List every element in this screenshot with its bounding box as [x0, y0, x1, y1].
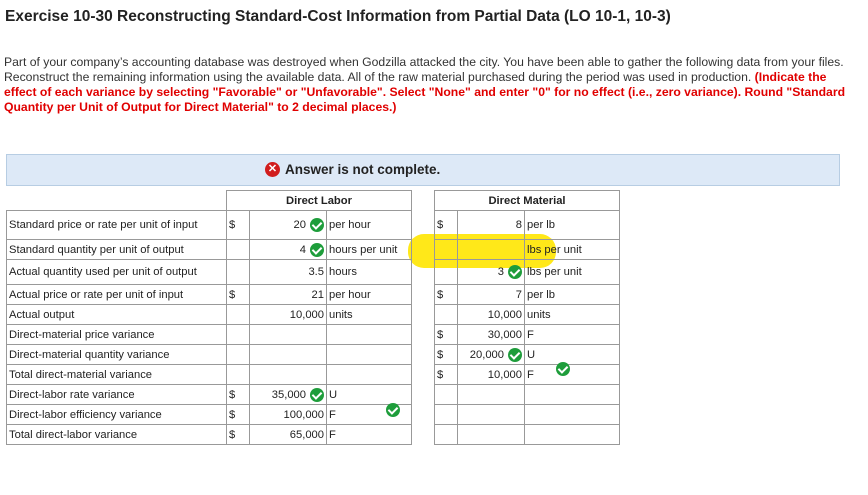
table-row: [7, 345, 620, 365]
row-gap: [412, 285, 435, 305]
material-value[interactable]: [458, 425, 525, 445]
correct-check-icon: [310, 243, 324, 257]
labor-value-text: 100,000: [283, 408, 324, 421]
row-gap: [412, 260, 435, 285]
material-currency-text: $: [437, 219, 444, 231]
material-unit-text: U: [527, 348, 536, 361]
labor-value-text: 3.5: [308, 266, 324, 278]
labor-value[interactable]: [250, 240, 327, 260]
material-currency: [435, 345, 458, 365]
row-label-text: Actual output: [9, 308, 75, 321]
material-currency: [435, 240, 458, 260]
correct-check-icon: [310, 218, 324, 232]
table-row: [7, 211, 620, 240]
material-value[interactable]: [458, 405, 525, 425]
labor-unit[interactable]: [327, 345, 412, 365]
row-gap: [412, 405, 435, 425]
material-value[interactable]: [458, 345, 525, 365]
row-label-text: Direct-labor efficiency variance: [9, 408, 162, 421]
row-label: [7, 385, 227, 405]
material-unit[interactable]: [525, 325, 620, 345]
material-value[interactable]: [458, 285, 525, 305]
table-row: [7, 260, 620, 285]
material-unit[interactable]: [525, 260, 620, 285]
row-gap: [412, 345, 435, 365]
labor-currency-text: $: [229, 219, 236, 231]
material-value[interactable]: [458, 305, 525, 325]
row-label: [7, 285, 227, 305]
instructions: [4, 55, 854, 115]
material-value[interactable]: [458, 325, 525, 345]
material-currency: [435, 305, 458, 325]
labor-unit[interactable]: [327, 240, 412, 260]
labor-value[interactable]: [250, 425, 327, 445]
row-gap: [412, 325, 435, 345]
material-currency: [435, 211, 458, 240]
row-label-text: Total direct-labor variance: [9, 428, 138, 441]
table-row: [7, 240, 620, 260]
material-unit-text: per lb: [527, 219, 555, 231]
error-x-icon: ✕: [265, 162, 280, 177]
material-value[interactable]: [458, 385, 525, 405]
labor-currency: [227, 240, 250, 260]
instructions-text: Part of your company’s accounting database was destroyed when Godzilla attacked the city. You have been able to gather the following data from your files. Reconstruct the remaining information using the available data. All of the raw material purchased during the period was used in production.: [4, 55, 844, 84]
labor-currency: [227, 345, 250, 365]
labor-value[interactable]: [250, 345, 327, 365]
labor-currency: [227, 325, 250, 345]
material-value-text: 20,000: [469, 348, 504, 361]
material-unit[interactable]: [525, 285, 620, 305]
row-label: [7, 240, 227, 260]
material-currency-text: $: [437, 328, 444, 341]
material-unit-text: F: [527, 328, 534, 341]
labor-currency-text: $: [229, 288, 236, 301]
material-value-text: 8: [515, 219, 522, 231]
labor-value-text: 4: [299, 243, 306, 256]
material-unit[interactable]: [525, 385, 620, 405]
material-unit[interactable]: [525, 365, 620, 385]
labor-currency: [227, 385, 250, 405]
instructions-red-text: (Indicate the effect of each variance by selecting "Favorable" or "Unfavorable". Select "None" and enter "0" for no effect (i.e., zero variance). Round "Standard Quantity per Unit of Output for Direct Material" to 2 decimal places.): [4, 70, 846, 114]
header-blank: [7, 191, 227, 211]
material-value-text: 7: [515, 288, 522, 301]
labor-value-text: 35,000: [271, 388, 306, 401]
labor-value[interactable]: [250, 325, 327, 345]
material-currency: [435, 365, 458, 385]
labor-unit-text: per hour: [329, 219, 371, 231]
header-gap: [412, 191, 435, 211]
row-label-text: Actual price or rate per unit of input: [9, 288, 184, 301]
labor-value-text: 20: [293, 218, 306, 231]
row-gap: [412, 385, 435, 405]
material-unit[interactable]: [525, 305, 620, 325]
header-row: [7, 191, 620, 211]
row-label-text: Total direct-material variance: [9, 368, 153, 381]
labor-currency: [227, 285, 250, 305]
header-direct-material: Direct Material: [435, 191, 620, 211]
material-unit[interactable]: [525, 405, 620, 425]
material-currency-text: $: [437, 368, 444, 381]
labor-unit-text: U: [329, 388, 338, 401]
correct-check-icon: [508, 348, 522, 362]
material-value[interactable]: [458, 211, 525, 240]
material-currency: [435, 385, 458, 405]
material-value[interactable]: [458, 260, 525, 285]
row-label: [7, 211, 227, 240]
material-unit[interactable]: [525, 425, 620, 445]
material-currency: [435, 405, 458, 425]
labor-value[interactable]: [250, 211, 327, 240]
row-gap: [412, 211, 435, 240]
material-currency: [435, 285, 458, 305]
row-label-text: Direct-material price variance: [9, 328, 155, 341]
labor-value[interactable]: [250, 260, 327, 285]
labor-unit[interactable]: [327, 365, 412, 385]
material-unit-text: units: [527, 308, 551, 321]
material-currency-text: $: [437, 348, 444, 361]
material-value-text: 30,000: [487, 328, 522, 341]
table-row: [7, 305, 620, 325]
row-label-text: Standard price or rate per unit of input: [9, 219, 198, 231]
row-label-text: Direct-labor rate variance: [9, 388, 135, 401]
answer-status-text: Answer is not complete.: [285, 162, 441, 177]
labor-unit-text: F: [329, 428, 336, 441]
row-gap: [412, 305, 435, 325]
material-unit[interactable]: [525, 240, 620, 260]
material-value-text: 10,000: [487, 308, 522, 321]
labor-unit[interactable]: [327, 305, 412, 325]
standard-cost-table: [6, 190, 620, 445]
labor-value-text: 65,000: [289, 428, 324, 441]
table-row: [7, 365, 620, 385]
labor-section-check-icon: [386, 403, 400, 417]
labor-unit-text: hours per unit: [329, 243, 398, 256]
row-label-text: Actual quantity used per unit of output: [9, 266, 197, 278]
material-unit-text: lbs per unit: [527, 243, 582, 256]
row-label-text: Direct-material quantity variance: [9, 348, 170, 361]
labor-currency-text: $: [229, 428, 236, 441]
labor-unit[interactable]: [327, 285, 412, 305]
table-row: [7, 385, 620, 405]
labor-unit-text: hours: [329, 266, 357, 278]
labor-unit[interactable]: [327, 260, 412, 285]
labor-unit[interactable]: [327, 385, 412, 405]
material-value-text: 3: [497, 265, 504, 278]
labor-value[interactable]: [250, 285, 327, 305]
labor-unit-text: units: [329, 308, 353, 321]
labor-value[interactable]: [250, 385, 327, 405]
correct-check-icon: [508, 265, 522, 279]
labor-currency: [227, 211, 250, 240]
row-label: [7, 260, 227, 285]
labor-value[interactable]: [250, 405, 327, 425]
row-label: [7, 305, 227, 325]
material-value-text: 10,000: [487, 368, 522, 381]
row-label-text: Standard quantity per unit of output: [9, 243, 184, 256]
labor-value[interactable]: [250, 305, 327, 325]
labor-value-text: 10,000: [289, 308, 324, 321]
material-value[interactable]: [458, 240, 525, 260]
material-section-check-icon: [556, 362, 570, 376]
correct-check-icon: [310, 388, 324, 402]
exercise-title: Exercise 10-30 Reconstructing Standard-Cost Information from Partial Data (LO 10-1, 10-3): [5, 8, 671, 25]
material-currency: [435, 260, 458, 285]
labor-currency: [227, 425, 250, 445]
labor-currency: [227, 405, 250, 425]
labor-currency: [227, 260, 250, 285]
labor-value[interactable]: [250, 365, 327, 385]
material-unit[interactable]: [525, 345, 620, 365]
material-currency-text: $: [437, 288, 444, 301]
answer-status-banner: [6, 154, 840, 186]
row-gap: [412, 365, 435, 385]
labor-unit[interactable]: [327, 425, 412, 445]
labor-currency-text: $: [229, 408, 236, 421]
labor-currency: [227, 305, 250, 325]
labor-unit-text: F: [329, 408, 336, 421]
labor-value-text: 21: [311, 288, 324, 301]
row-label: [7, 365, 227, 385]
labor-currency-text: $: [229, 388, 236, 401]
material-currency: [435, 325, 458, 345]
row-label: [7, 345, 227, 365]
labor-unit-text: per hour: [329, 288, 371, 301]
material-unit-text: per lb: [527, 288, 555, 301]
table-row: [7, 405, 620, 425]
table-row: [7, 285, 620, 305]
material-unit-text: F: [527, 368, 534, 381]
labor-unit[interactable]: [327, 211, 412, 240]
table-row: [7, 425, 620, 445]
row-label: [7, 425, 227, 445]
row-label: [7, 325, 227, 345]
material-unit[interactable]: [525, 211, 620, 240]
header-direct-labor: Direct Labor: [227, 191, 412, 211]
row-gap: [412, 425, 435, 445]
material-currency: [435, 425, 458, 445]
row-gap: [412, 240, 435, 260]
labor-unit[interactable]: [327, 325, 412, 345]
row-label: [7, 405, 227, 425]
labor-currency: [227, 365, 250, 385]
material-value[interactable]: [458, 365, 525, 385]
material-unit-text: lbs per unit: [527, 266, 582, 278]
table-row: [7, 325, 620, 345]
